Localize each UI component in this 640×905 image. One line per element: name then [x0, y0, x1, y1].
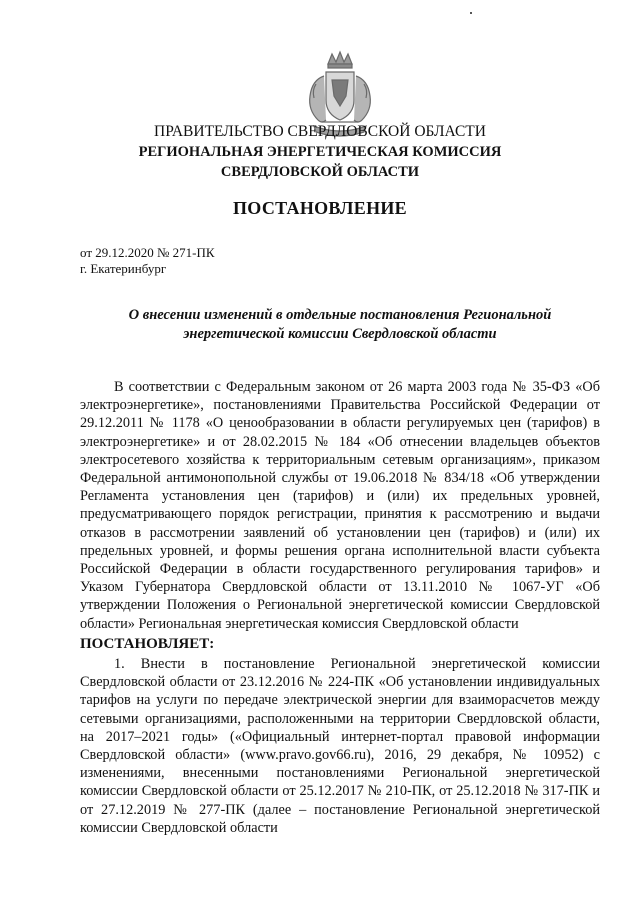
document-subject: [80, 306, 600, 344]
city: г. Екатеринбург: [80, 261, 167, 276]
decree-word: ПОСТАНОВЛЯЕТ:: [80, 636, 215, 652]
subject-line-1: О внесении изменений в отдельные постановления Региональной: [128, 307, 552, 323]
date-number: от 29.12.2020 № 271-ПК: [80, 245, 215, 260]
preamble: [80, 378, 600, 633]
subject-line-2: энергетической комиссии Свердловской области: [183, 326, 497, 342]
scan-mark: [470, 12, 472, 14]
commission-header: РЕГИОНАЛЬНАЯ ЭНЕРГЕТИЧЕСКАЯ КОМИССИЯ: [138, 144, 502, 160]
preamble-text: В соответствии с Федеральным законом от 26 марта 2003 года № 35-ФЗ «Об электроэнергетике», постановлениями Правительства Российской Федерации от 29.12.2011 № 1178 «О ценообразовании в области регулируемых цен (тарифов) в электроэнергетике» и от 28.02.2015 № 184 «Об отнесении владельцев объектов электросетевого хозяйства к территориальным сетевым организациям», приказом Федеральной антимонопольной службы от 19.06.2018 № 834/18 «Об утверждении Регламента установления цен (тарифов) и (или) их предельных уровней, предусматривающего порядок регистрации, принятия к рассмотрению и выдачи отказов в рассмотрении заявлений об установлении цен (тарифов) и (или) их предельных уровней, и формы решения органа исполнительной власти субъекта Российской Федерации в области государственного регулирования тарифов» и Указом Губернатора Свердловской области от 13.11.2010 № 1067-УГ «Об утверждении Положения о Региональной энергетической комиссии Свердловской области» Региональная энергетическая комиссия Свердловской области: [80, 379, 600, 632]
document-title: ПОСТАНОВЛЕНИЕ: [233, 198, 407, 218]
item-1: [80, 655, 600, 837]
government-header: ПРАВИТЕЛЬСТВО СВЕРДЛОВСКОЙ ОБЛАСТИ: [154, 123, 486, 140]
item-1-text: 1. Внести в постановление Региональной энергетической комиссии Свердловской области от 23.12.2016 № 224-ПК «Об установлении индивидуальных тарифов на услуги по передаче электрической энергии для взаиморасчетов между сетевыми организациями, расположенными на территории Свердловской области, на 2017–2021 годы» («Официальный интернет-портал правовой информации Свердловской области» (www.pravo.gov66.ru), 2016, 29 декабря, № 10952) с изменениями, внесенными постановлениями Региональной энергетической комиссии Свердловской области от 25.12.2017 № 210-ПК, от 25.12.2018 № 317-ПК и от 27.12.2019 № 277-ПК (далее – постановление Региональной энергетической комиссии Свердловской области: [80, 656, 600, 836]
region-header: СВЕРДЛОВСКОЙ ОБЛАСТИ: [220, 164, 420, 180]
